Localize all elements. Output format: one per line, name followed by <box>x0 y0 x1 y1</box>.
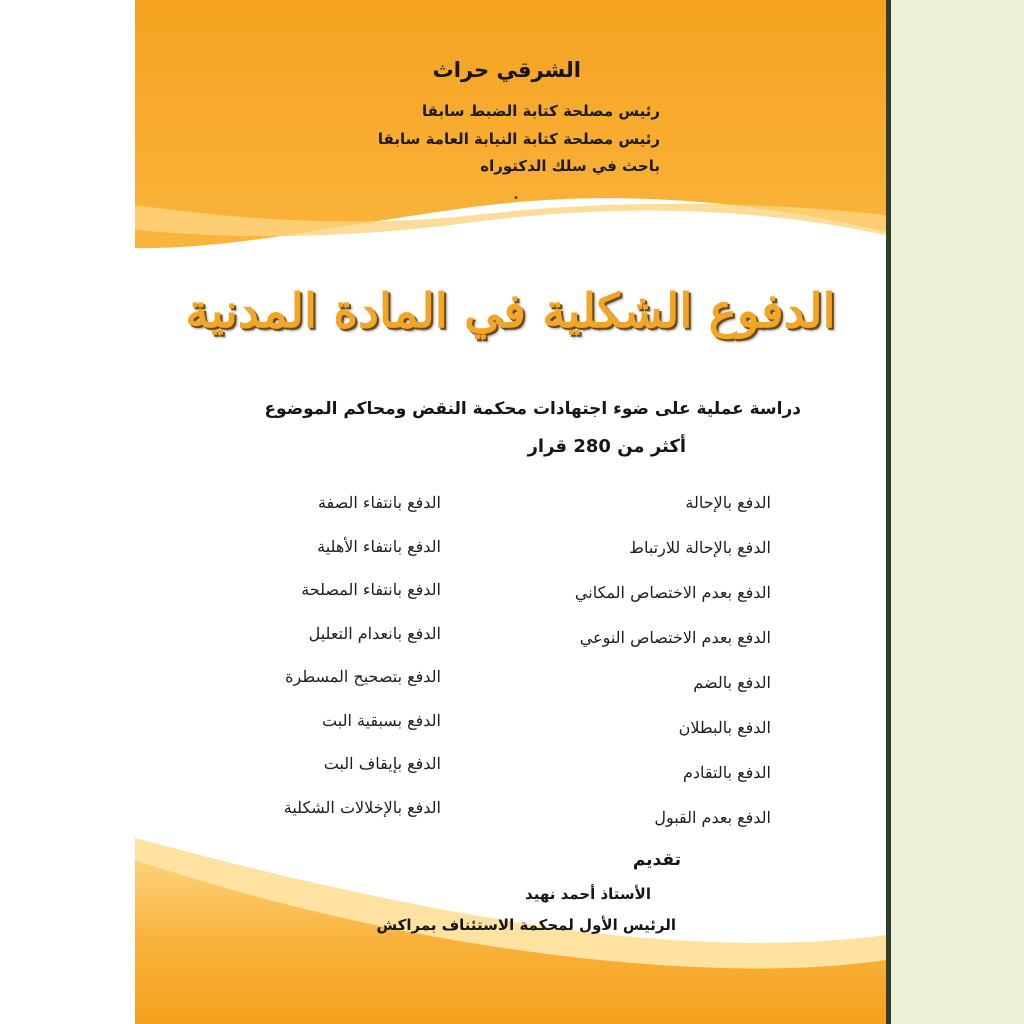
foreword-presenter-title: الرئيس الأول لمحكمة الاستئناف بمراكش <box>376 916 676 934</box>
author-name: الشرقي حراث <box>432 58 581 82</box>
foreword-label: تقديم <box>632 850 681 870</box>
topic-item: الدفع بالإحالة للارتباط <box>629 538 771 557</box>
book-title: الدفوع الشكلية في المادة المدنية <box>185 284 836 339</box>
topic-item: الدفع بالإخلالات الشكلية <box>283 797 441 817</box>
right-margin <box>891 0 1024 1024</box>
subtitle-count: أكثر من 280 قرار <box>527 436 686 457</box>
topic-item: الدفع بانتفاء الأهلية <box>317 536 441 556</box>
topic-item: الدفع بإيقاف البت <box>323 754 441 773</box>
topic-item: الدفع بالبطلان <box>678 718 771 737</box>
topic-item: الدفع بتصحيح المسطرة <box>285 667 441 686</box>
topic-item: الدفع بعدم الاختصاص النوعي <box>579 628 771 647</box>
subtitle: دراسة عملية على ضوء اجتهادات محكمة النقض ومحاكم الموضوع <box>264 399 801 419</box>
decorative-mark: • <box>513 193 519 204</box>
topics-right-column <box>471 488 771 848</box>
foreword-presenter: الأستاذ أحمد نهيد <box>525 885 651 903</box>
topic-item: الدفع بانتفاء الصفة <box>317 493 441 512</box>
topic-item: الدفع بانتفاء المصلحة <box>301 580 441 599</box>
author-title-2: رئيس مصلحة كتابة النيابة العامة سابقا <box>377 130 660 148</box>
topic-item: الدفع بسبقية البت <box>322 710 441 730</box>
author-title-3: باحث في سلك الدكتوراه <box>480 157 660 175</box>
author-title-1: رئيس مصلحة كتابة الضبط سابقا <box>422 102 660 120</box>
left-margin <box>0 0 135 1024</box>
topic-item: الدفع بالإحالة <box>685 493 771 512</box>
topic-item: الدفع بالضم <box>693 673 771 692</box>
topic-item: الدفع بالتقادم <box>683 763 771 782</box>
topics-left-column <box>181 488 441 836</box>
topic-item: الدفع بعدم القبول <box>654 808 771 827</box>
topic-item: الدفع بانعدام التعليل <box>308 623 441 643</box>
topic-item: الدفع بعدم الاختصاص المكاني <box>574 583 771 602</box>
book-cover <box>135 0 886 1024</box>
